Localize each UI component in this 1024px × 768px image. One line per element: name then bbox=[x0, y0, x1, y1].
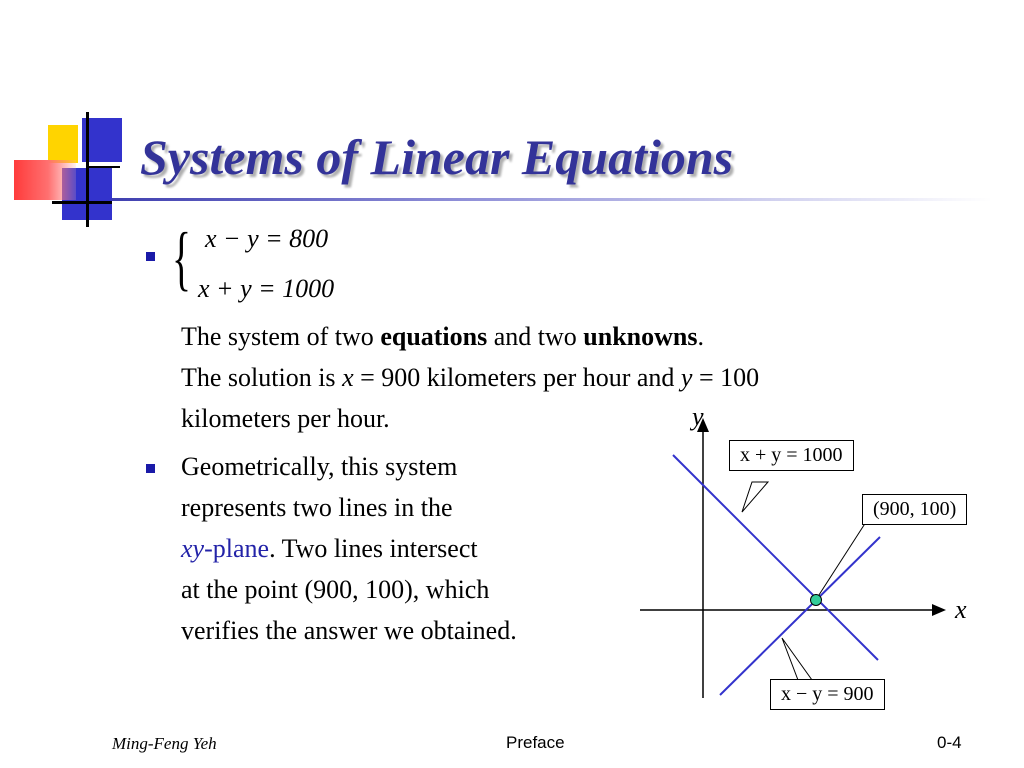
callout-x-plus-y: x + y = 1000 bbox=[729, 440, 854, 471]
bullet2-line1: Geometrically, this system bbox=[181, 452, 458, 481]
callout-sum-pointer bbox=[742, 482, 768, 512]
callout-intersection: (900, 100) bbox=[862, 494, 967, 525]
x-axis-arrow bbox=[932, 604, 946, 616]
x-axis-label: x bbox=[955, 595, 967, 624]
equation-2: x + y = 1000 bbox=[198, 274, 335, 303]
left-brace: { bbox=[172, 218, 192, 298]
slide-title: Systems of Linear Equations bbox=[140, 129, 734, 185]
bullet2-line4: at the point (900, 100), which bbox=[181, 575, 490, 604]
callout-point-pointer bbox=[817, 522, 866, 598]
bold-unknowns: unknowns bbox=[583, 322, 698, 351]
y-axis-label: y bbox=[692, 402, 704, 431]
xy-plane-var: xy bbox=[181, 534, 205, 563]
bullet1-line1: The system of two equations and two unknowns. bbox=[181, 322, 704, 351]
equation-1: x − y = 800 bbox=[205, 224, 329, 253]
bullet1-line3: kilometers per hour. bbox=[181, 404, 390, 433]
bullet1-line2: The solution is x = 900 kilometers per hour and y = 100 bbox=[181, 363, 760, 392]
bullet2-line2: represents two lines in the bbox=[181, 493, 453, 522]
footer-center: Preface bbox=[506, 733, 565, 752]
intersection-point bbox=[811, 595, 822, 606]
footer-page-number: 0-4 bbox=[937, 733, 962, 752]
bullet2-line5: verifies the answer we obtained. bbox=[181, 616, 517, 645]
callout-diff-pointer bbox=[782, 638, 812, 680]
footer-author: Ming-Feng Yeh bbox=[112, 734, 217, 753]
bullet2-line3: xy-plane. Two lines intersect bbox=[181, 534, 478, 563]
bold-equations: equations bbox=[380, 322, 488, 351]
callout-x-minus-y: x − y = 900 bbox=[770, 679, 885, 710]
xy-plane-text: -plane bbox=[204, 534, 270, 563]
